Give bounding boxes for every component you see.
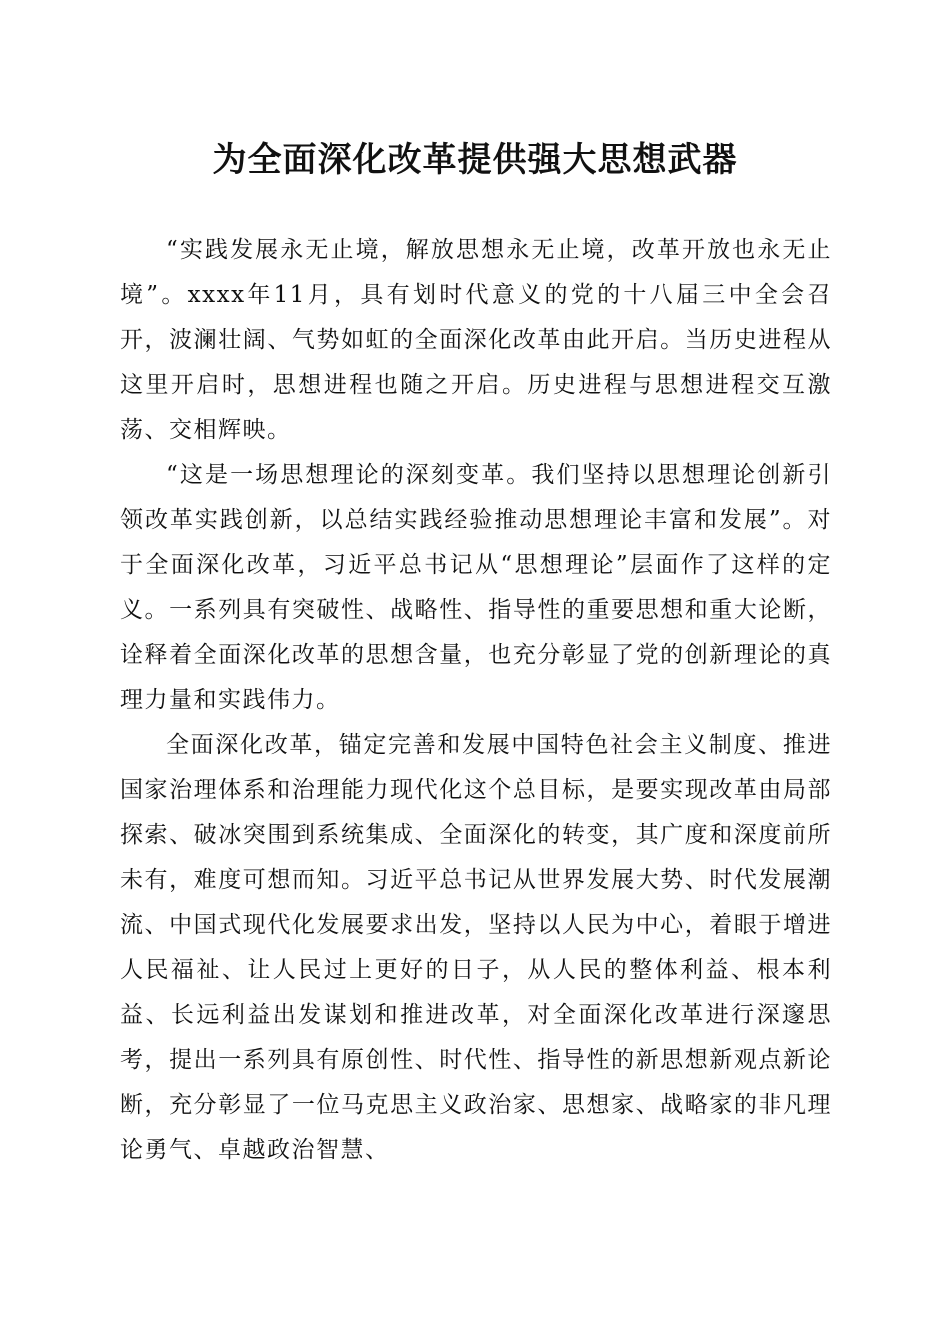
document-title: 为全面深化改革提供强大思想武器 [212, 140, 738, 180]
paragraph-1: “实践发展永无止境，解放思想永无止境，改革开放也永无止境”。xxxx年11月，具有划时代意义的党的十八届三中全会召开，波澜壮阔、气势如虹的全面深化改革由此开启。当历史进程从这里开启时，思想进程也随之开启。历史进程与思想进程交互激荡、交相辉映。 [120, 237, 832, 443]
paragraph-3: 全面深化改革，锚定完善和发展中国特色社会主义制度、推进国家治理体系和治理能力现代化这个总目标，是要实现改革由局部探索、破冰突围到系统集成、全面深化的转变，其广度和深度前所未有，难度可想而知。习近平总书记从世界发展大势、时代发展潮流、中国式现代化发展要求出发，坚持以人民为中心，着眼于增进人民福祉、让人民过上更好的日子，从人民的整体利益、根本利益、长远利益出发谋划和推进改革，对全面深化改革进行深邃思考，提出一系列具有原创性、时代性、指导性的新思想新观点新论断，充分彰显了一位马克思主义政治家、思想家、战略家的非凡理论勇气、卓越政治智慧、 [120, 732, 832, 1163]
document-body [120, 228, 832, 1173]
paragraph-2: “这是一场思想理论的深刻变革。我们坚持以思想理论创新引领改革实践创新，以总结实践经验推动思想理论丰富和发展”。对于全面深化改革，习近平总书记从“思想理论”层面作了这样的定义。一系列具有突破性、战略性、指导性的重要思想和重大论断，诠释着全面深化改革的思想含量，也充分彰显了党的创新理论的真理力量和实践伟力。 [120, 462, 832, 713]
